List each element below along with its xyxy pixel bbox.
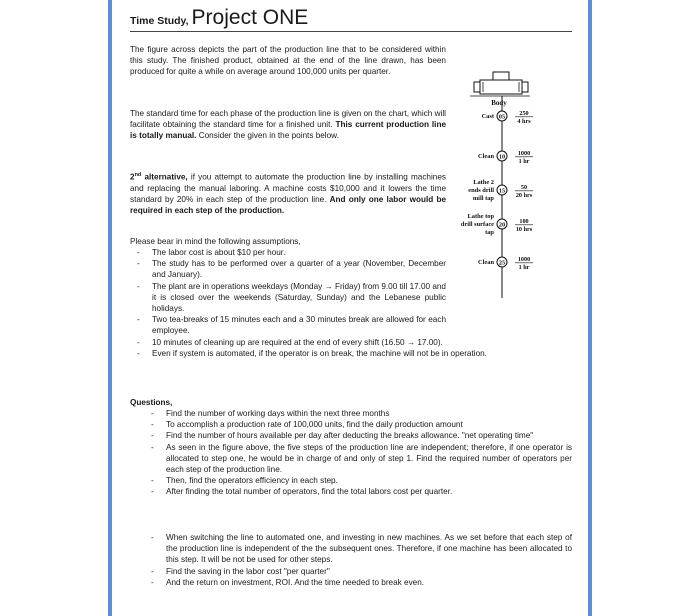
step-label: ends drill <box>468 187 494 194</box>
step-label: Cast <box>481 113 494 120</box>
step-label: mill tap <box>472 195 494 202</box>
step-number: 15 <box>498 187 506 195</box>
step-time: 1 hr <box>518 264 530 271</box>
questions-list <box>144 408 572 498</box>
step-rate: 100 <box>519 218 529 225</box>
step-label: tap <box>485 229 494 236</box>
assumptions-intro: Please bear in mind the following assumptions, <box>130 237 301 246</box>
step-number: 10 <box>498 153 506 161</box>
list-item: - Two tea-breaks of 15 minutes each and a 30 minutes break are allowed for each employee. <box>130 314 446 336</box>
list-item: - Even if system is automated, if the operator is on break, the machine will not be in operation. <box>130 348 570 359</box>
step-rate: 250 <box>519 110 529 117</box>
step-rate: 1000 <box>517 150 531 157</box>
list-item: - After finding the total number of operators, find the total labors cost per quarter. <box>144 486 572 497</box>
step-time: 10 hrs <box>515 226 533 233</box>
header-label: Time Study, <box>130 15 189 27</box>
list-item: - The study has to be performed over a quarter of a year (November, December and January). <box>130 258 446 280</box>
step-label: Lathe top <box>467 213 494 220</box>
questions-heading: Questions, <box>130 398 173 407</box>
standard-bold: This current production line is totally manual. <box>130 120 447 141</box>
list-item: - When switching the line to automated one, and investing in new machines. As we set before that each step of the production line is independent of the the subsequent ones. Therefore, if one machine has been allocated to this step. It will be not be used for other steps. <box>144 532 572 566</box>
step-label: Clean <box>478 259 494 266</box>
alt-label: alternative, <box>144 172 188 182</box>
production-line-diagram <box>460 66 576 326</box>
steps-group <box>461 110 533 271</box>
page-title: Project ONE <box>191 6 309 29</box>
step-rate: 50 <box>520 184 528 191</box>
left-margin <box>0 0 112 616</box>
right-margin <box>588 0 700 616</box>
step-label: Lathe 2 <box>473 179 494 186</box>
alt-bold-tail: And only one labor would be required in each step of the production. <box>130 195 446 216</box>
step-time: 4 hrs <box>517 118 531 125</box>
list-item: - Then, find the operators efficiency in each step. <box>144 475 572 486</box>
step-label: drill surface <box>460 221 494 228</box>
body-label: Body <box>491 99 507 107</box>
production-line-svg <box>460 66 576 326</box>
list-item: - Find the number of working days within the next three months <box>144 408 572 419</box>
alt-num: 2 <box>130 172 135 182</box>
step-time: 1 hr <box>518 158 530 165</box>
list-item: - To accomplish a production rate of 100,000 units, find the daily production amount <box>144 419 572 430</box>
right-margin-rule <box>588 0 592 616</box>
standard-tail: Consider the given in the points below. <box>198 131 339 141</box>
list-item: - Find the number of hours available per day after deducting the breaks allowance. "net operating time" <box>144 430 572 441</box>
questions-list-2 <box>144 532 572 588</box>
intro-paragraph: The figure across depicts the part of the production line that to be considered within this study. The finished product, obtained at the end of the line drawn, has been produced for quite a while on average around 100,000 units per quarter. <box>130 45 446 77</box>
step-number: 05 <box>498 113 506 121</box>
standard-paragraph <box>130 108 446 142</box>
assumptions-list <box>130 247 487 359</box>
step-label: Clean <box>478 153 494 160</box>
alternative-paragraph <box>130 170 446 217</box>
list-item: - As seen in the figure above, the five steps of the production line are independent; therefore, if one operator is allocated to step one, he would be in charge of and only of step 1. Find the required number of operators per each step of the production line. <box>144 442 572 476</box>
list-item: - Find the saving in the labor cost "per quarter" <box>144 566 572 577</box>
body-icon <box>474 72 528 94</box>
step-number: 20 <box>498 221 506 229</box>
step-rate: 1000 <box>517 256 531 263</box>
alt-sup: nd <box>134 172 142 178</box>
left-margin-rule <box>108 0 112 616</box>
standard-text: The standard time for each phase of the production line is given on the chart, which will facilitate obtaining the standard time for a finished unit. <box>130 109 446 130</box>
alt-text: if you attempt to automate the production line by installing machines and replacing the manual laboring. A machine costs $10,000 and it lowers the time standard by 20% in each step of the production line. <box>130 172 446 205</box>
step-time: 20 hrs <box>515 192 533 199</box>
list-item: - The plant are in operations weekdays (Monday → Friday) from 9.00 till 17.00 and it is closed over the weekends (Saturday, Sunday) and the Lebanese public holidays. <box>130 281 446 315</box>
step-number: 25 <box>498 259 506 267</box>
list-item: - The labor cost is about $10 per hour. <box>130 247 446 258</box>
list-item: - And the return on investment, ROI. And the time needed to break even. <box>144 577 572 588</box>
document-page <box>116 0 584 616</box>
page-header <box>130 6 572 32</box>
list-item: - 10 minutes of cleaning up are required at the end of every shift (16.50 → 17.00). <box>130 337 446 348</box>
